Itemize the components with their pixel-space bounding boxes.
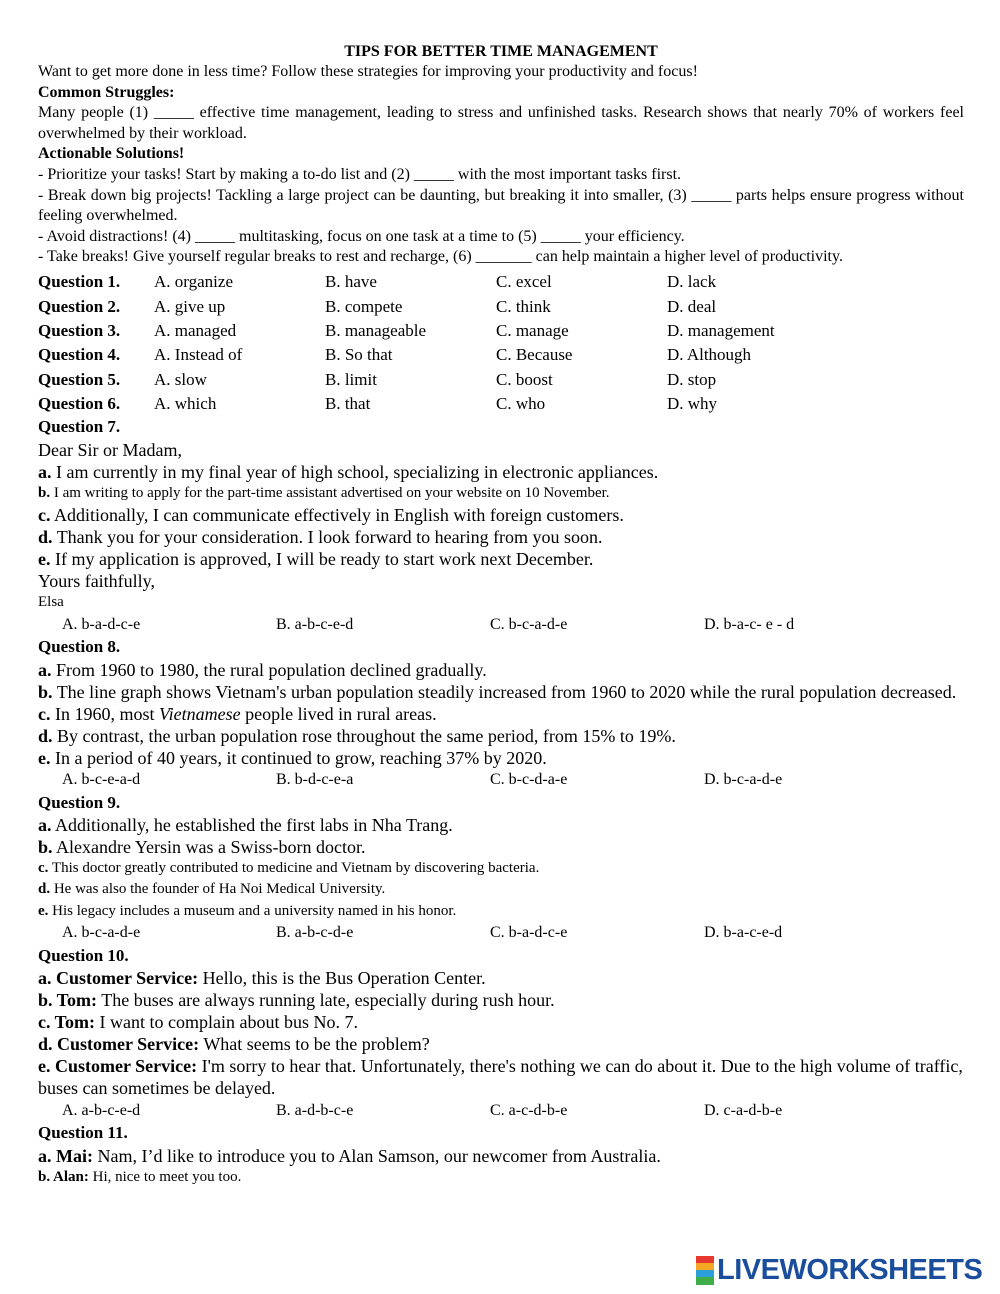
sentence-key: a. — [38, 659, 52, 680]
option-b[interactable]: B. limit — [325, 369, 377, 389]
sentence-c — [38, 504, 964, 526]
solution-item: - Prioritize your tasks! Start by making a to-do list and (2) _____ with the most important tasks first. — [38, 165, 682, 183]
sentence-key: b. — [38, 484, 51, 501]
intro-text: Want to get more done in less time? Follow these strategies for improving your productivity and focus! — [38, 63, 698, 80]
solutions-heading: Actionable Solutions! — [38, 145, 185, 163]
sentence-key: b. — [38, 837, 53, 858]
dialogue-line-d — [38, 1033, 964, 1055]
option-d[interactable]: D. management — [667, 320, 775, 340]
option-d[interactable]: D. c-a-d-b-e — [704, 1101, 783, 1119]
option-a[interactable]: A. b-c-a-d-e — [62, 924, 141, 942]
option-b[interactable]: B. b-d-c-e-a — [276, 771, 354, 789]
option-d[interactable]: D. why — [667, 394, 718, 414]
sentence-text: This doctor greatly contributed to medicine and Vietnam by discovering bacteria. — [48, 860, 540, 877]
sentence-e — [38, 901, 964, 922]
question-row — [38, 368, 964, 392]
question-label: Question 3. — [38, 320, 121, 340]
sentence-text: His legacy includes a museum and a university named in his honor. — [48, 902, 457, 919]
option-a[interactable]: A. slow — [154, 369, 207, 389]
sentence-c — [38, 703, 964, 725]
sentence-a — [38, 659, 964, 681]
sentence-key: c. — [38, 703, 51, 724]
dialogue-text: The buses are always running late, especially during rush hour. — [97, 990, 555, 1011]
question-row — [38, 343, 964, 367]
sentence-b — [38, 483, 964, 504]
sentence-text: In a period of 40 years, it continued to grow, reaching 37% by 2020. — [50, 747, 547, 768]
option-b[interactable]: B. manageable — [325, 320, 427, 340]
option-a[interactable]: A. b-a-d-c-e — [62, 615, 141, 633]
speaker-key: c. Tom: — [38, 1012, 96, 1033]
option-c[interactable]: C. excel — [496, 272, 552, 292]
liveworksheets-logo-icon — [696, 1256, 714, 1284]
speaker-key: d. Customer Service: — [38, 1034, 200, 1055]
dialogue-line-c — [38, 1011, 964, 1033]
solution-item: - Break down big projects! Tackling a large project can be daunting, but breaking it into smaller, (3) _____ parts helps ensure progress without feeling overwhelmed. — [38, 186, 964, 225]
option-a[interactable]: A. give up — [154, 296, 226, 316]
sentence-key: e. — [38, 548, 51, 569]
sentence-e — [38, 747, 964, 769]
speaker-key: b. Alan: — [38, 1168, 89, 1185]
sentence-text: The line graph shows Vietnam's urban population steadily increased from 1960 to 2020 while the rural population decreased. — [52, 681, 957, 702]
struggles-heading: Common Struggles: — [38, 83, 175, 101]
option-b[interactable]: B. a-d-b-c-e — [276, 1101, 354, 1119]
sentence-key: d. — [38, 725, 53, 746]
speaker-key: b. Tom: — [38, 990, 98, 1011]
question-label: Question 2. — [38, 296, 121, 316]
option-b[interactable]: B. compete — [325, 296, 403, 316]
option-a[interactable]: A. managed — [154, 320, 237, 340]
answer-options — [38, 1099, 964, 1122]
sentence-a — [38, 814, 964, 836]
sentence-text: I am currently in my final year of high school, specializing in electronic appliances. — [51, 461, 659, 482]
question-8-label: Question 8. — [38, 637, 121, 657]
solution-item: - Avoid distractions! (4) _____ multitasking, focus on one task at a time to (5) _____ your efficiency. — [38, 227, 685, 245]
option-c[interactable]: C. think — [496, 296, 551, 316]
sentence-text: Additionally, he established the first labs in Nha Trang. — [51, 815, 453, 836]
option-b[interactable]: B. So that — [325, 345, 393, 365]
option-a[interactable]: A. which — [154, 394, 217, 414]
dialogue-text: I'm sorry to hear that. Unfortunately, there's nothing we can do about it. Due to the high volume of traffic, buses can sometimes be delayed. — [38, 1056, 963, 1099]
option-b[interactable]: B. a-b-c-d-e — [276, 924, 354, 942]
liveworksheets-logo-text: LIVEWORKSHEETS — [717, 1254, 983, 1286]
sentence-d — [38, 725, 964, 747]
dialogue-text: Hi, nice to meet you too. — [88, 1168, 242, 1185]
letter-closing: Yours faithfully, — [38, 570, 156, 591]
question-row — [38, 319, 964, 343]
option-c[interactable]: C. b-c-a-d-e — [490, 615, 568, 633]
question-7-label: Question 7. — [38, 417, 121, 437]
option-c[interactable]: C. who — [496, 394, 546, 414]
sentence-text: I am writing to apply for the part-time assistant advertised on your website on 10 November. — [50, 484, 610, 501]
sentence-text: From 1960 to 1980, the rural population declined gradually. — [51, 659, 487, 680]
speaker-key: a. Mai: — [38, 1145, 93, 1166]
sentence-b — [38, 836, 964, 858]
sentence-b — [38, 681, 964, 703]
option-c[interactable]: C. b-c-d-a-e — [490, 771, 568, 789]
option-d[interactable]: D. b-c-a-d-e — [704, 771, 783, 789]
letter-signature-name: Elsa — [38, 593, 64, 610]
sentence-text: Additionally, I can communicate effectively in English with foreign customers. — [50, 504, 624, 525]
speaker-key: e. Customer Service: — [38, 1056, 198, 1077]
sentence-text: In 1960, most — [50, 703, 160, 724]
option-b[interactable]: B. a-b-c-e-d — [276, 615, 354, 633]
sentence-key: c. — [38, 860, 49, 877]
question-row — [38, 392, 964, 416]
option-a[interactable]: A. b-c-e-a-d — [62, 771, 141, 789]
liveworksheets-logo[interactable] — [696, 1254, 982, 1286]
speaker-key: a. Customer Service: — [38, 968, 199, 989]
sentence-key: c. — [38, 504, 51, 525]
option-c[interactable]: C. b-a-d-c-e — [490, 924, 568, 942]
question-10-label: Question 10. — [38, 945, 129, 965]
option-b[interactable]: B. have — [325, 272, 377, 292]
sentence-text: Thank you for your consideration. I look forward to hearing from you soon. — [52, 526, 603, 547]
dialogue-line-b — [38, 1167, 964, 1188]
sentence-text: He was also the founder of Ha Noi Medical University. — [50, 881, 386, 898]
sentence-text: people lived in rural areas. — [240, 703, 437, 724]
sentence-key: d. — [38, 526, 53, 547]
sentence-text: By contrast, the urban population rose throughout the same period, from 15% to 19%. — [52, 725, 676, 746]
sentence-key: b. — [38, 681, 53, 702]
dialogue-text: Hello, this is the Bus Operation Center. — [198, 968, 486, 989]
sentence-d — [38, 879, 964, 900]
sentence-key: a. — [38, 815, 52, 836]
option-d[interactable]: D. b-a-c- e - d — [704, 615, 795, 633]
sentence-text: Alexandre Yersin was a Swiss-born doctor. — [52, 837, 366, 858]
option-b[interactable]: B. that — [325, 394, 371, 414]
dialogue-text: Nam, I’d like to introduce you to Alan Samson, our newcomer from Australia. — [92, 1145, 661, 1166]
option-c[interactable]: C. a-c-d-b-e — [490, 1101, 568, 1119]
solution-item: - Take breaks! Give yourself regular breaks to rest and recharge, (6) _______ can help maintain a higher level of productivity. — [38, 248, 843, 266]
dialogue-line-a — [38, 967, 964, 989]
struggles-text: Many people (1) _____ effective time management, leading to stress and unfinished tasks. Research shows that nearly 70% of workers feel overwhelmed by their workload. — [38, 104, 964, 142]
option-d[interactable]: D. Although — [667, 345, 752, 365]
dialogue-line-e — [38, 1055, 964, 1099]
option-a[interactable]: A. organize — [154, 272, 233, 292]
question-row — [38, 270, 964, 294]
answer-options — [38, 613, 964, 636]
sentence-key: e. — [38, 902, 49, 919]
option-a[interactable]: A. a-b-c-e-d — [62, 1101, 141, 1119]
option-c[interactable]: C. boost — [496, 369, 553, 389]
sentence-key: a. — [38, 461, 52, 482]
sentence-a — [38, 461, 964, 483]
sentence-c — [38, 858, 964, 879]
question-label: Question 6. — [38, 394, 121, 414]
dialogue-text: I want to complain about bus No. 7. — [95, 1012, 358, 1033]
option-d[interactable]: D. lack — [667, 272, 717, 292]
option-d[interactable]: D. deal — [667, 296, 717, 316]
worksheet-page — [38, 42, 964, 1188]
answer-options — [38, 922, 964, 945]
letter-greeting: Dear Sir or Madam, — [38, 439, 182, 460]
question-label: Question 1. — [38, 272, 121, 292]
question-9-label: Question 9. — [38, 792, 121, 812]
dialogue-line-a — [38, 1145, 964, 1167]
sentence-text: If my application is approved, I will be ready to start work next December. — [50, 548, 594, 569]
option-a[interactable]: A. Instead of — [154, 345, 243, 365]
option-d[interactable]: D. stop — [667, 369, 717, 389]
question-11-label: Question 11. — [38, 1123, 128, 1143]
sentence-key: e. — [38, 747, 51, 768]
sentence-key: d. — [38, 881, 51, 898]
question-label: Question 5. — [38, 369, 121, 389]
question-label: Question 4. — [38, 345, 121, 365]
option-c[interactable]: C. Because — [496, 345, 573, 365]
sentence-e — [38, 548, 964, 570]
sentence-emphasis: Vietnamese — [159, 703, 241, 724]
option-c[interactable]: C. manage — [496, 320, 569, 340]
dialogue-line-b — [38, 989, 964, 1011]
answer-options — [38, 769, 964, 792]
question-row — [38, 294, 964, 318]
worksheet-title: TIPS FOR BETTER TIME MANAGEMENT — [344, 43, 658, 60]
option-d[interactable]: D. b-a-c-e-d — [704, 924, 783, 942]
sentence-d — [38, 526, 964, 548]
dialogue-text: What seems to be the problem? — [199, 1034, 430, 1055]
